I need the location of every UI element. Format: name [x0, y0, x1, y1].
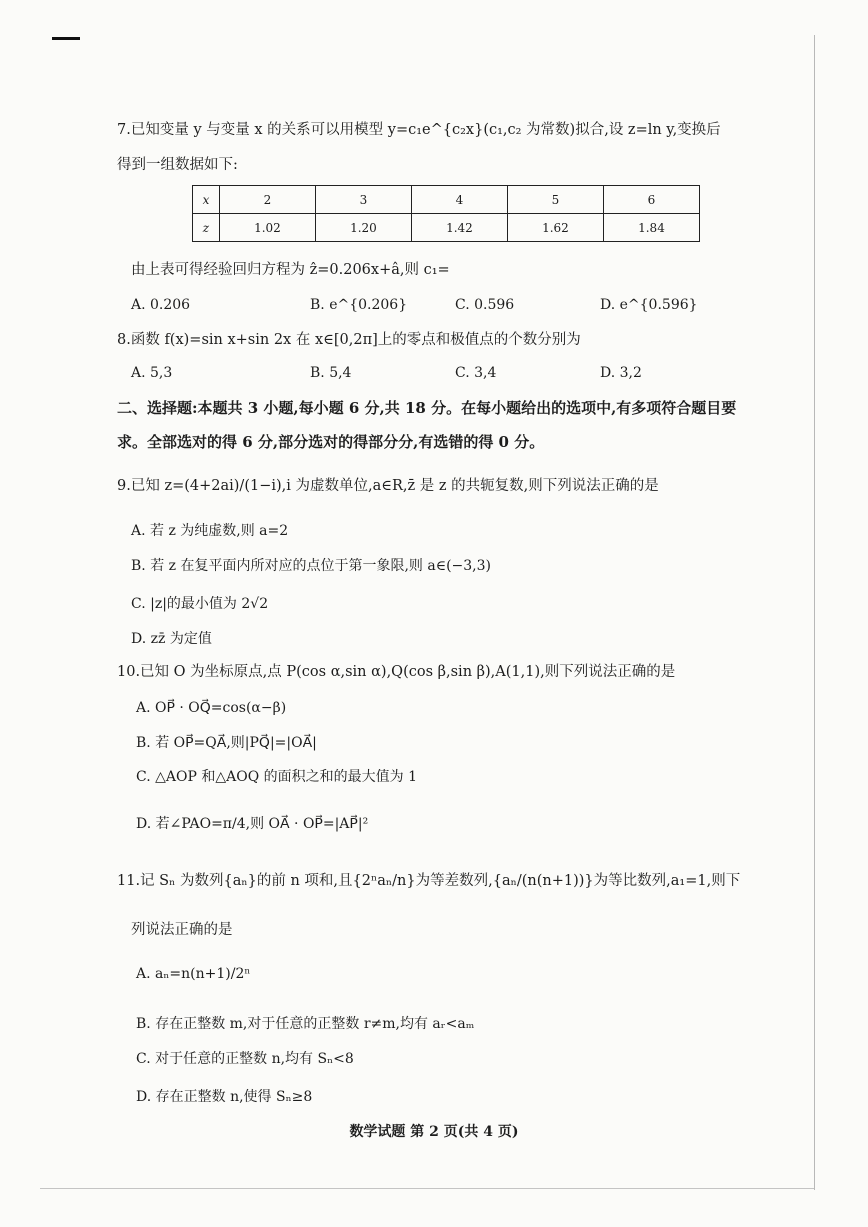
q9-option-d: D. zz̄ 为定值: [131, 631, 212, 647]
q10-stem: 10.已知 O 为坐标原点,点 P(cos α,sin α),Q(cos β,sin β),A(1,1),则下列说法正确的是: [117, 664, 676, 680]
q11-stem-line1: 11.记 Sₙ 为数列{aₙ}的前 n 项和,且{2ⁿaₙ/n}为等差数列,{aₙ/(n(n+1))}为等比数列,a₁=1,则下: [117, 873, 741, 889]
q11-option-a: A. aₙ=n(n+1)/2ⁿ: [136, 966, 251, 982]
q7-stem-line3: 由上表可得经验回归方程为 ẑ=0.206x+â,则 c₁=: [131, 262, 450, 278]
q8-option-d: D. 3,2: [600, 365, 642, 381]
table-header-cell: z: [193, 214, 220, 242]
q7-option-a: A. 0.206: [131, 297, 191, 313]
table-cell: 6: [603, 186, 699, 214]
q9-option-c: C. |z|的最小值为 2√2: [131, 596, 269, 612]
q11-stem-line2: 列说法正确的是: [131, 922, 233, 938]
q10-option-b: B. 若 OP⃗=QA⃗,则|PQ⃗|=|OA⃗|: [136, 735, 317, 751]
table-cell: 4: [411, 186, 507, 214]
q11-option-d: D. 存在正整数 n,使得 Sₙ≥8: [136, 1089, 313, 1105]
table-cell: 1.02: [219, 214, 315, 242]
q10-option-c: C. △AOP 和△AOQ 的面积之和的最大值为 1: [136, 769, 417, 785]
q8-stem: 8.函数 f(x)=sin x+sin 2x 在 x∈[0,2π]上的零点和极值点的个数分别为: [117, 332, 581, 348]
section-heading-line2: 求。全部选对的得 6 分,部分选对的得部分分,有选错的得 0 分。: [117, 433, 545, 451]
q7-option-c: C. 0.596: [455, 297, 515, 313]
table-row: [193, 214, 700, 242]
section-heading-line1: 二、选择题:本题共 3 小题,每小题 6 分,共 18 分。在每小题给出的选项中,有多项符合题目要: [117, 399, 737, 417]
table-row: [193, 186, 700, 214]
table-header-cell: x: [193, 186, 220, 214]
q7-option-d: D. e^{0.596}: [600, 297, 698, 313]
page-edge-right: [814, 35, 815, 1190]
q9-stem: 9.已知 z=(4+2ai)/(1−i),i 为虚数单位,a∈R,z̄ 是 z 的共轭复数,则下列说法正确的是: [117, 478, 659, 494]
q7-stem-line2: 得到一组数据如下:: [117, 157, 238, 173]
table-cell: 1.42: [411, 214, 507, 242]
corner-mark: [52, 37, 80, 40]
q11-option-b: B. 存在正整数 m,对于任意的正整数 r≠m,均有 aᵣ<aₘ: [136, 1016, 475, 1032]
page-edge-bottom: [40, 1188, 814, 1189]
page-footer: 数学试题 第 2 页(共 4 页): [349, 1124, 519, 1140]
table-cell: 2: [219, 186, 315, 214]
q8-option-b: B. 5,4: [310, 365, 352, 381]
q11-option-c: C. 对于任意的正整数 n,均有 Sₙ<8: [136, 1051, 354, 1067]
table-cell: 5: [507, 186, 603, 214]
q10-option-d: D. 若∠PAO=π/4,则 OA⃗ · OP⃗=|AP⃗|²: [136, 816, 369, 832]
q9-option-b: B. 若 z 在复平面内所对应的点位于第一象限,则 a∈(−3,3): [131, 558, 491, 574]
table-cell: 1.84: [603, 214, 699, 242]
q7-option-b: B. e^{0.206}: [310, 297, 408, 313]
table-cell: 3: [315, 186, 411, 214]
q8-option-c: C. 3,4: [455, 365, 497, 381]
q10-option-a: A. OP⃗ · OQ⃗=cos(α−β): [136, 700, 287, 716]
table-cell: 1.20: [315, 214, 411, 242]
q8-option-a: A. 5,3: [131, 365, 173, 381]
q7-data-table: [192, 185, 700, 242]
table-cell: 1.62: [507, 214, 603, 242]
q9-option-a: A. 若 z 为纯虚数,则 a=2: [131, 523, 289, 539]
q7-stem-line1: 7.已知变量 y 与变量 x 的关系可以用模型 y=c₁e^{c₂x}(c₁,c₂ 为常数)拟合,设 z=ln y,变换后: [117, 122, 721, 138]
